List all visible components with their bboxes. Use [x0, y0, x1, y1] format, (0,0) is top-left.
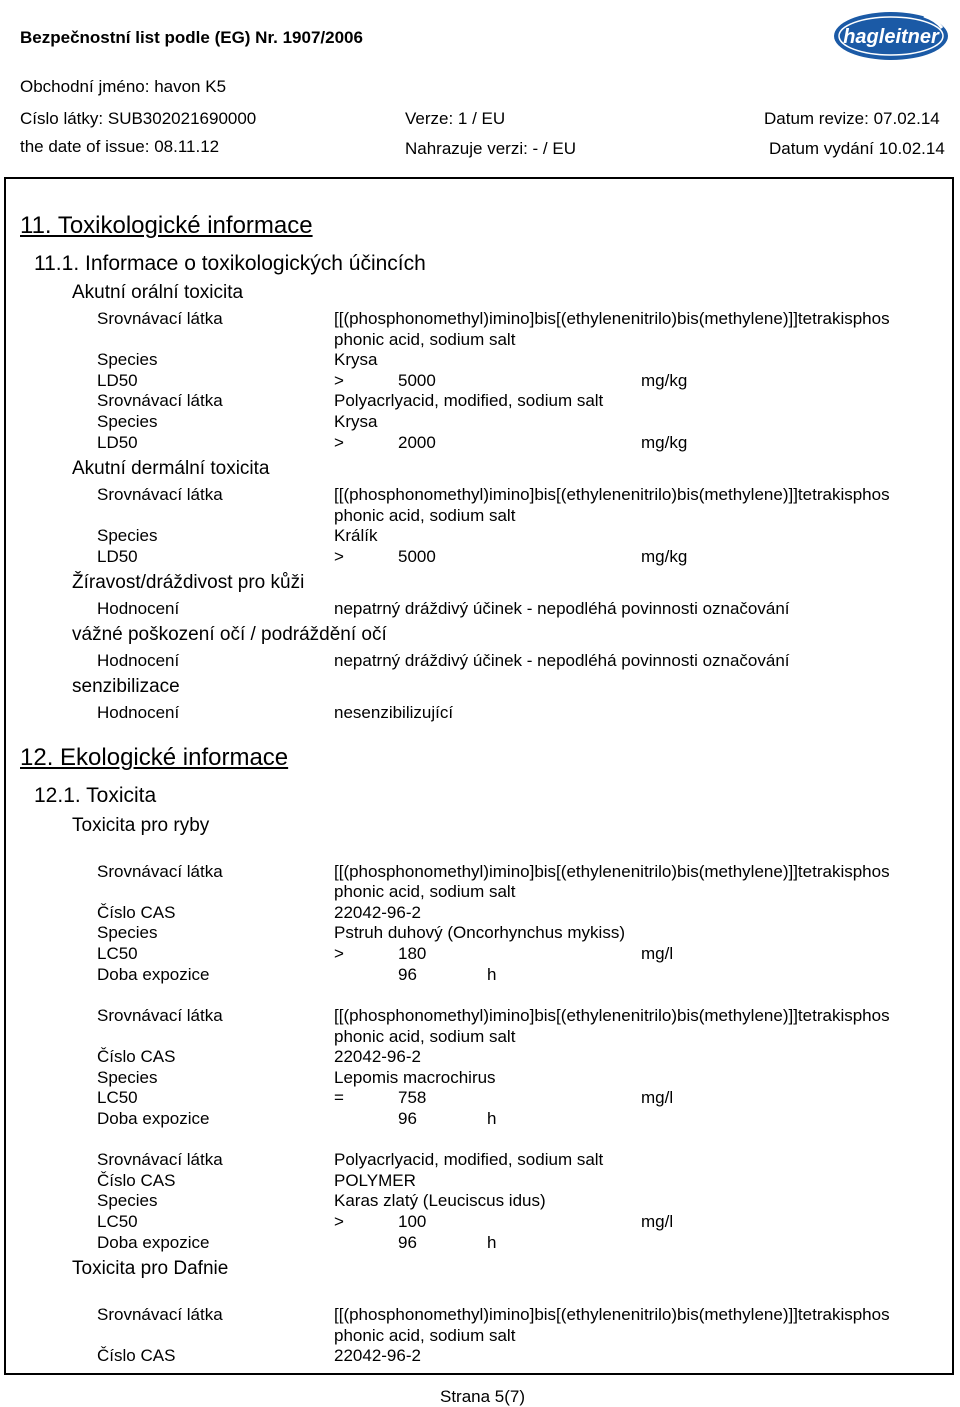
label: Species [97, 526, 158, 545]
section-11-title: 11. Toxikologické informace [20, 212, 313, 239]
label: Doba expozice [97, 1233, 210, 1252]
label: Srovnávací látka [97, 485, 223, 504]
hagleitner-logo [832, 10, 950, 62]
daphnia-toxicity-title: Toxicita pro Dafnie [72, 1258, 229, 1279]
value: 5000 [398, 547, 436, 566]
revision-date: Datum revize: 07.02.14 [764, 109, 940, 128]
fish-toxicity-title: Toxicita pro ryby [72, 815, 210, 836]
value: [[(phosphonomethyl)imino]bis[(ethylenenitrilo)bis(methylene)]]tetrakisphos [334, 309, 890, 328]
label: Hodnocení [97, 651, 180, 670]
value: [[(phosphonomethyl)imino]bis[(ethylenenitrilo)bis(methylene)]]tetrakisphos [334, 862, 890, 881]
unit: h [487, 1233, 497, 1252]
operator: > [334, 371, 344, 390]
replaces-version: Nahrazuje verzi: - / EU [405, 139, 576, 158]
unit: mg/kg [641, 371, 688, 390]
label: Srovnávací látka [97, 1305, 223, 1324]
value: [[(phosphonomethyl)imino]bis[(ethylenenitrilo)bis(methylene)]]tetrakisphos [334, 1305, 890, 1324]
section-12-1-title: 12.1. Toxicita [34, 784, 157, 807]
label: Číslo CAS [97, 1047, 176, 1066]
sensitisation-title: senzibilizace [72, 676, 180, 697]
value: [[(phosphonomethyl)imino]bis[(ethylenenitrilo)bis(methylene)]]tetrakisphos [334, 485, 890, 504]
label: Doba expozice [97, 965, 210, 984]
label: LC50 [97, 1088, 138, 1107]
value: 22042-96-2 [334, 903, 421, 922]
unit: mg/l [641, 1088, 674, 1107]
label: Species [97, 1191, 158, 1210]
label: Srovnávací látka [97, 862, 223, 881]
trade-name: Obchodní jméno: havon K5 [20, 77, 227, 96]
value: Krysa [334, 412, 378, 431]
value: nesenzibilizující [334, 703, 454, 722]
unit: h [487, 1109, 497, 1128]
value: 22042-96-2 [334, 1047, 421, 1066]
unit: mg/l [641, 944, 674, 963]
value: [[(phosphonomethyl)imino]bis[(ethylenenitrilo)bis(methylene)]]tetrakisphos [334, 1006, 890, 1025]
eye-damage-title: vážné poškození očí / podráždění očí [72, 624, 387, 645]
label: LD50 [97, 371, 138, 390]
value: 96 [398, 965, 417, 984]
value: 180 [398, 944, 427, 963]
value: phonic acid, sodium salt [334, 506, 516, 525]
label: LC50 [97, 1212, 138, 1231]
logo-text: hagleitner [843, 26, 939, 48]
operator: > [334, 1212, 344, 1231]
value: phonic acid, sodium salt [334, 882, 516, 901]
page-number: Strana 5(7) [440, 1387, 526, 1406]
section-11-1-title: 11.1. Informace o toxikologických účincích [34, 252, 426, 275]
value: 2000 [398, 433, 436, 452]
value: 96 [398, 1109, 417, 1128]
value: Karas zlatý (Leuciscus idus) [334, 1191, 546, 1210]
section-12-title: 12. Ekologické informace [20, 744, 289, 771]
value: POLYMER [334, 1171, 416, 1190]
operator: > [334, 944, 344, 963]
value: 5000 [398, 371, 436, 390]
unit: mg/kg [641, 547, 688, 566]
value: 96 [398, 1233, 417, 1252]
unit: mg/kg [641, 433, 688, 452]
label: LD50 [97, 547, 138, 566]
value: Pstruh duhový (Oncorhynchus mykiss) [334, 923, 625, 942]
label: Species [97, 350, 158, 369]
publish-date: Datum vydání 10.02.14 [769, 139, 945, 158]
value: phonic acid, sodium salt [334, 330, 516, 349]
value: 100 [398, 1212, 427, 1231]
label: Číslo CAS [97, 1346, 176, 1365]
value: nepatrný dráždivý účinek - nepodléhá povinnosti označování [334, 599, 790, 618]
operator: > [334, 547, 344, 566]
label: Srovnávací látka [97, 391, 223, 410]
value: 22042-96-2 [334, 1346, 421, 1365]
value: Krysa [334, 350, 378, 369]
label: Species [97, 923, 158, 942]
operator: > [334, 433, 344, 452]
label: Species [97, 412, 158, 431]
issue-date: the date of issue: 08.11.12 [20, 137, 220, 156]
oral-toxicity-title: Akutní orální toxicita [72, 282, 244, 303]
value: phonic acid, sodium salt [334, 1326, 516, 1345]
label: Doba expozice [97, 1109, 210, 1128]
label: Číslo CAS [97, 903, 176, 922]
version: Verze: 1 / EU [405, 109, 506, 128]
label: Srovnávací látka [97, 309, 223, 328]
label: Srovnávací látka [97, 1150, 223, 1169]
value: 758 [398, 1088, 427, 1107]
value: nepatrný dráždivý účinek - nepodléhá povinnosti označování [334, 651, 790, 670]
label: Srovnávací látka [97, 1006, 223, 1025]
label: Číslo CAS [97, 1171, 176, 1190]
unit: mg/l [641, 1212, 674, 1231]
value: phonic acid, sodium salt [334, 1027, 516, 1046]
unit: h [487, 965, 497, 984]
label: LD50 [97, 433, 138, 452]
value: Lepomis macrochirus [334, 1068, 496, 1087]
dermal-toxicity-title: Akutní dermální toxicita [72, 458, 270, 479]
value: Polyacrlyacid, modified, sodium salt [334, 391, 604, 410]
label: LC50 [97, 944, 138, 963]
value: Králík [334, 526, 378, 545]
label: Hodnocení [97, 599, 180, 618]
operator: = [334, 1088, 344, 1107]
value: Polyacrlyacid, modified, sodium salt [334, 1150, 604, 1169]
skin-irritation-title: Žíravost/dráždivost pro kůži [72, 572, 305, 593]
label: Species [97, 1068, 158, 1087]
document-title: Bezpečnostní list podle (EG) Nr. 1907/2006 [20, 28, 363, 47]
label: Hodnocení [97, 703, 180, 722]
substance-number: Císlo látky: SUB302021690000 [20, 109, 257, 128]
